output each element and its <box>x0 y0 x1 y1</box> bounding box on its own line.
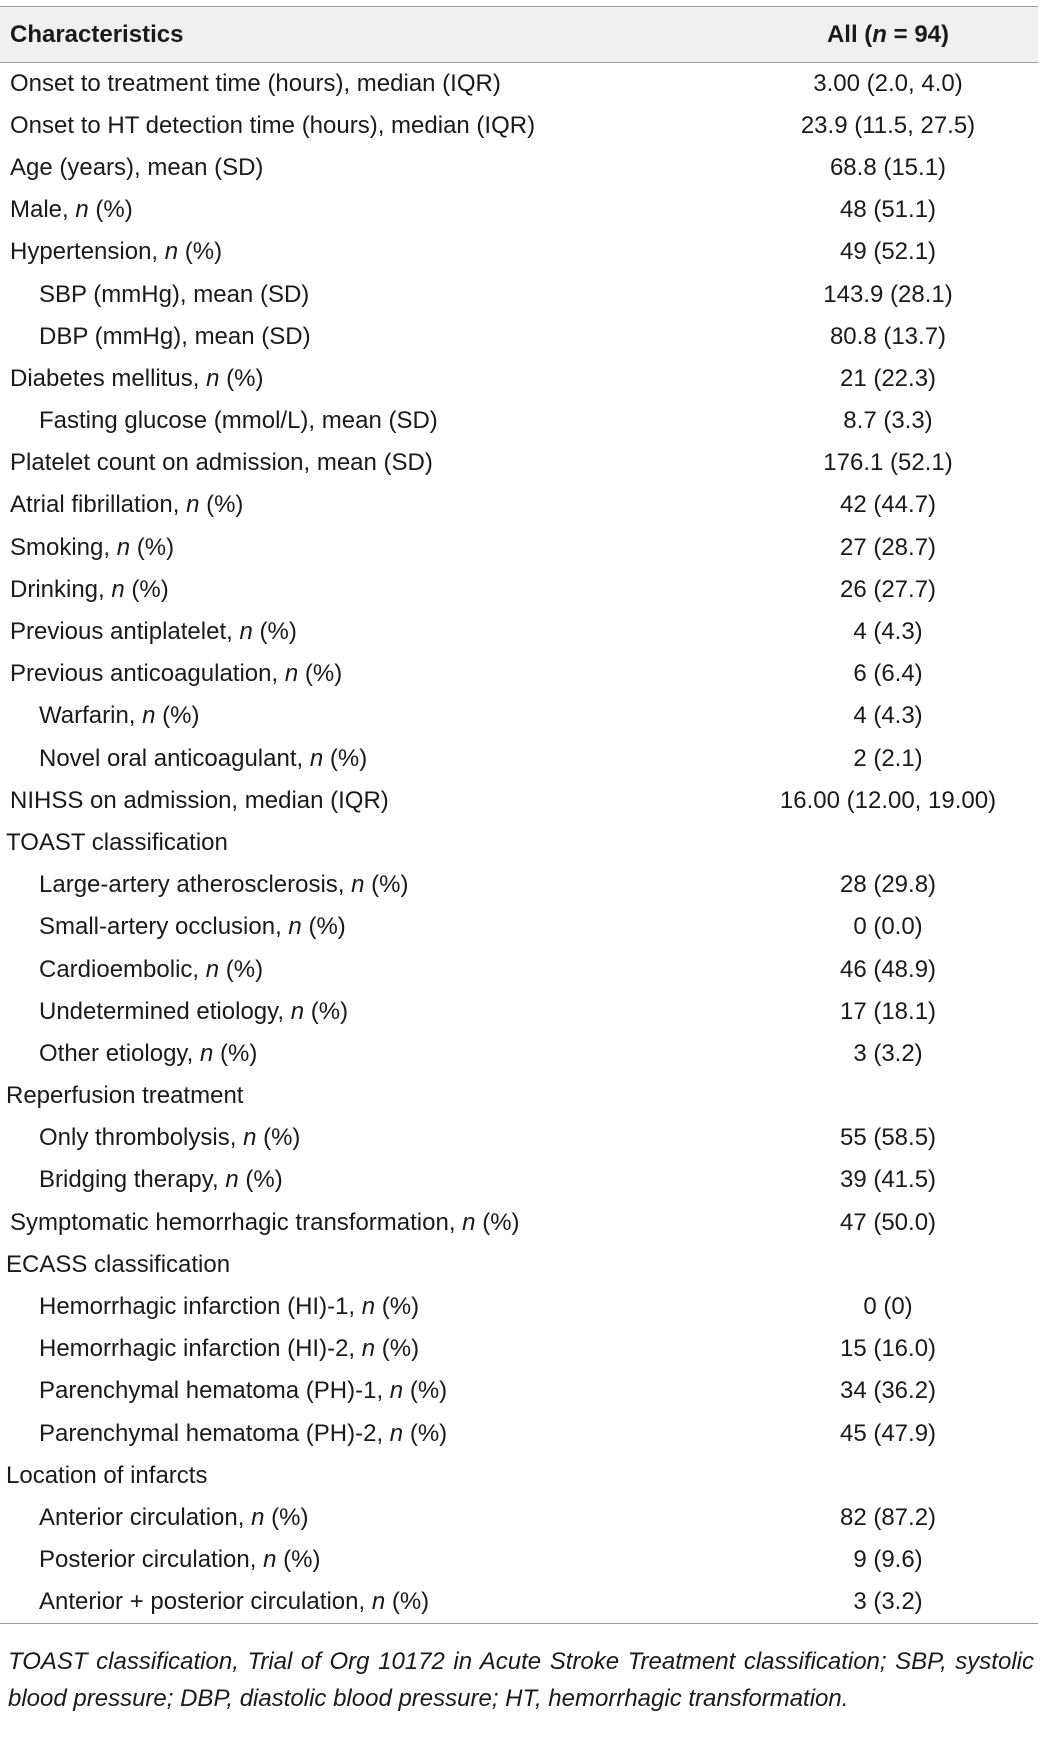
row-label-n: n <box>351 871 365 899</box>
table-row <box>0 105 1038 147</box>
row-label <box>0 864 738 906</box>
table-row <box>0 1455 1038 1497</box>
row-value: 80.8 (13.7) <box>829 322 947 350</box>
row-label-text: NIHSS on admission, median (IQR) <box>10 786 389 814</box>
row-label-suffix: (%) <box>264 1503 309 1531</box>
header-characteristics: Characteristics <box>10 20 184 48</box>
header-all-n: n <box>872 20 887 48</box>
row-label <box>0 1202 738 1244</box>
row-label-text: Novel oral anticoagulant, <box>39 744 310 772</box>
table-row <box>0 63 1038 105</box>
row-label-suffix: (%) <box>276 1546 321 1574</box>
table-row <box>0 358 1038 400</box>
row-label-suffix: (%) <box>88 196 133 224</box>
row-value: 47 (50.0) <box>839 1208 937 1236</box>
row-label-text: Only thrombolysis, <box>39 1124 244 1152</box>
row-label-text: Other etiology, <box>39 1039 200 1067</box>
row-label-suffix: (%) <box>238 1166 283 1194</box>
section-label <box>0 1455 738 1497</box>
row-value: 4 (4.3) <box>853 702 923 730</box>
table-row <box>0 1202 1038 1244</box>
table-row <box>0 527 1038 569</box>
row-value: 3 (3.2) <box>853 1588 923 1616</box>
table-row <box>0 991 1038 1033</box>
row-label <box>0 484 738 526</box>
row-label-n: n <box>288 913 302 941</box>
row-label-n: n <box>239 618 253 646</box>
row-value: 8.7 (3.3) <box>843 407 933 435</box>
row-value: 4 (4.3) <box>853 618 923 646</box>
row-label-suffix: (%) <box>403 1419 448 1447</box>
table-row <box>0 147 1038 189</box>
row-label-suffix: (%) <box>252 618 297 646</box>
row-value: 42 (44.7) <box>839 491 937 519</box>
row-label-suffix: (%) <box>219 955 264 983</box>
table-row <box>0 1581 1038 1623</box>
row-label-n: n <box>361 1335 376 1363</box>
row-label-text: Male, <box>10 196 76 224</box>
row-value: 6 (6.4) <box>853 660 923 688</box>
row-label-n: n <box>186 491 200 519</box>
row-label <box>0 316 738 358</box>
table-row <box>0 1244 1038 1286</box>
row-label <box>0 189 738 231</box>
row-label <box>0 442 738 484</box>
row-label <box>0 695 738 737</box>
row-label-text: Parenchymal hematoma (PH)-1, <box>39 1377 390 1405</box>
characteristics-table-container <box>0 6 1038 1624</box>
row-label-suffix: (%) <box>385 1588 430 1616</box>
table-row <box>0 1159 1038 1201</box>
row-label-suffix: (%) <box>375 1293 420 1321</box>
row-label-n: n <box>116 533 131 561</box>
header-row <box>0 7 1038 63</box>
row-label-n: n <box>251 1503 265 1531</box>
row-label-n: n <box>206 364 220 392</box>
row-label-text: SBP (mmHg), mean (SD) <box>39 280 310 308</box>
section-label <box>0 822 738 864</box>
table-row <box>0 738 1038 780</box>
table-row <box>0 316 1038 358</box>
table-row <box>0 400 1038 442</box>
row-value <box>738 1244 1038 1286</box>
row-value: 23.9 (11.5, 27.5) <box>800 111 976 139</box>
row-label-text: Previous antiplatelet, <box>10 618 240 646</box>
row-label-text: TOAST classification <box>6 828 228 856</box>
row-label <box>0 906 738 948</box>
row-label-text: Large-artery atherosclerosis, <box>39 871 352 899</box>
row-label-text: Onset to treatment time (hours), median (IQR) <box>10 69 501 97</box>
row-value <box>738 822 1038 864</box>
row-value: 0 (0) <box>863 1293 913 1321</box>
table-row <box>0 1033 1038 1075</box>
row-label-n: n <box>290 997 305 1025</box>
row-label-text: Warfarin, <box>39 702 143 730</box>
row-label-suffix: (%) <box>375 1335 420 1363</box>
row-value: 21 (22.3) <box>839 364 937 392</box>
row-value: 49 (52.1) <box>839 238 937 266</box>
row-label-text: Hemorrhagic infarction (HI)-1, <box>39 1293 362 1321</box>
row-label-suffix: (%) <box>124 575 169 603</box>
table-row <box>0 1497 1038 1539</box>
row-label-text: Anterior circulation, <box>39 1503 252 1531</box>
row-label-text: Previous anticoagulation, <box>10 660 285 688</box>
table-body <box>0 63 1038 1624</box>
row-value: 46 (48.9) <box>839 955 937 983</box>
row-value: 39 (41.5) <box>839 1166 937 1194</box>
row-value: 28 (29.8) <box>839 871 937 899</box>
table-row <box>0 231 1038 273</box>
row-value: 0 (0.0) <box>853 913 923 941</box>
row-value: 82 (87.2) <box>839 1503 937 1531</box>
table-row <box>0 442 1038 484</box>
row-label-text: Onset to HT detection time (hours), median (IQR) <box>10 111 536 139</box>
row-label-text: Fasting glucose (mmol/L), mean (SD) <box>39 407 438 435</box>
row-label <box>0 1581 738 1623</box>
table-row <box>0 1075 1038 1117</box>
row-label <box>0 1370 738 1412</box>
row-value: 16.00 (12.00, 19.00) <box>779 786 997 814</box>
row-label-n: n <box>111 575 125 603</box>
row-label <box>0 991 738 1033</box>
row-label-text: Age (years), mean (SD) <box>10 153 264 181</box>
row-value: 3 (3.2) <box>853 1039 923 1067</box>
row-label-suffix: (%) <box>130 533 175 561</box>
header-all-suffix: = 94) <box>886 20 950 48</box>
row-value <box>738 1455 1038 1497</box>
row-label <box>0 527 738 569</box>
table-row <box>0 1117 1038 1159</box>
row-label-text: Small-artery occlusion, <box>39 913 289 941</box>
row-label-text: Reperfusion treatment <box>6 1082 244 1110</box>
row-label-text: Parenchymal hematoma (PH)-2, <box>39 1419 390 1447</box>
row-label-n: n <box>142 702 156 730</box>
table-row <box>0 611 1038 653</box>
table-row <box>0 695 1038 737</box>
row-label-text: ECASS classification <box>6 1250 231 1278</box>
row-label-text: Diabetes mellitus, <box>10 364 207 392</box>
row-label-n: n <box>199 1039 214 1067</box>
row-label-text: Posterior circulation, <box>39 1546 264 1574</box>
row-value: 15 (16.0) <box>839 1335 937 1363</box>
row-label <box>0 1159 738 1201</box>
row-label-text: Location of infarcts <box>6 1461 208 1489</box>
row-label <box>0 1497 738 1539</box>
row-label-n: n <box>243 1124 257 1152</box>
row-label-n: n <box>225 1166 239 1194</box>
header-all <box>738 7 1038 63</box>
row-label-text: Anterior + posterior circulation, <box>39 1588 372 1616</box>
table-row <box>0 1328 1038 1370</box>
row-value: 34 (36.2) <box>839 1377 937 1405</box>
row-label-suffix: (%) <box>199 491 244 519</box>
row-label-text: Hemorrhagic infarction (HI)-2, <box>39 1335 362 1363</box>
row-label <box>0 147 738 189</box>
row-label-n: n <box>284 660 299 688</box>
table-row <box>0 1370 1038 1412</box>
row-label <box>0 231 738 273</box>
row-label-n: n <box>389 1419 404 1447</box>
row-label <box>0 738 738 780</box>
row-label-suffix: (%) <box>178 238 223 266</box>
row-label-suffix: (%) <box>301 913 346 941</box>
row-label-suffix: (%) <box>256 1124 301 1152</box>
row-label-text: Platelet count on admission, mean (SD) <box>10 449 433 477</box>
row-label <box>0 1539 738 1581</box>
row-label-text: Atrial fibrillation, <box>10 491 187 519</box>
row-label-suffix: (%) <box>298 660 343 688</box>
row-value: 176.1 (52.1) <box>823 449 953 477</box>
row-label <box>0 1328 738 1370</box>
table-row <box>0 189 1038 231</box>
table-row <box>0 484 1038 526</box>
table-row <box>0 906 1038 948</box>
row-label-suffix: (%) <box>364 871 409 899</box>
row-label-n: n <box>309 744 324 772</box>
row-label-n: n <box>462 1208 476 1236</box>
row-label <box>0 63 738 105</box>
row-label <box>0 611 738 653</box>
table-row <box>0 653 1038 695</box>
row-label-n: n <box>389 1377 404 1405</box>
row-value: 26 (27.7) <box>839 575 937 603</box>
row-label-n: n <box>205 955 220 983</box>
section-label <box>0 1244 738 1286</box>
row-label-n: n <box>361 1293 376 1321</box>
table-row <box>0 1286 1038 1328</box>
row-label <box>0 273 738 315</box>
row-value <box>738 1075 1038 1117</box>
header-all-prefix: All ( <box>826 20 873 48</box>
table-row <box>0 864 1038 906</box>
section-label <box>0 1075 738 1117</box>
row-label <box>0 1286 738 1328</box>
row-label-n: n <box>75 196 89 224</box>
row-value: 3.00 (2.0, 4.0) <box>813 69 963 97</box>
row-label-text: Hypertension, <box>10 238 165 266</box>
row-label-text: Cardioembolic, <box>39 955 206 983</box>
row-value: 2 (2.1) <box>853 744 923 772</box>
row-label <box>0 358 738 400</box>
row-label-text: Drinking, <box>10 575 112 603</box>
row-label <box>0 569 738 611</box>
row-label-suffix: (%) <box>304 997 349 1025</box>
table-footnote: TOAST classification, Trial of Org 10172 in Acute Stroke Treatment classification; SBP, systolic blood pressure; DBP, diastolic blood pressure; HT, hemorrhagic transformation. <box>8 1648 1034 1712</box>
row-label <box>0 948 738 990</box>
row-label-text: Undetermined etiology, <box>39 997 291 1025</box>
row-value: 55 (58.5) <box>839 1124 937 1152</box>
row-label-text: DBP (mmHg), mean (SD) <box>39 322 311 350</box>
row-value: 27 (28.7) <box>839 533 937 561</box>
table-row <box>0 780 1038 822</box>
table-row <box>0 569 1038 611</box>
row-label-suffix: (%) <box>403 1377 448 1405</box>
row-label-suffix: (%) <box>155 702 200 730</box>
row-label <box>0 1117 738 1159</box>
row-label <box>0 1033 738 1075</box>
characteristics-table <box>0 6 1038 1624</box>
row-label-suffix: (%) <box>213 1039 258 1067</box>
row-value: 143.9 (28.1) <box>823 280 953 308</box>
row-label-suffix: (%) <box>323 744 368 772</box>
row-value: 45 (47.9) <box>839 1419 937 1447</box>
row-label-text: Smoking, <box>10 533 117 561</box>
table-header <box>0 7 1038 63</box>
table-row <box>0 273 1038 315</box>
table-row <box>0 948 1038 990</box>
row-label-text: Bridging therapy, <box>39 1166 226 1194</box>
row-label <box>0 653 738 695</box>
row-label <box>0 1413 738 1455</box>
row-label-n: n <box>164 238 179 266</box>
row-label-n: n <box>263 1546 277 1574</box>
table-row <box>0 822 1038 864</box>
row-value: 17 (18.1) <box>839 997 937 1025</box>
row-value: 9 (9.6) <box>853 1546 923 1574</box>
row-label <box>0 780 738 822</box>
table-row <box>0 1413 1038 1455</box>
row-value: 48 (51.1) <box>839 196 937 224</box>
row-label-n: n <box>371 1588 386 1616</box>
row-label-suffix: (%) <box>475 1208 520 1236</box>
row-label <box>0 105 738 147</box>
row-value: 68.8 (15.1) <box>829 153 947 181</box>
row-label <box>0 400 738 442</box>
row-label-text: Symptomatic hemorrhagic transformation, <box>10 1208 463 1236</box>
table-row <box>0 1539 1038 1581</box>
row-label-suffix: (%) <box>219 364 264 392</box>
